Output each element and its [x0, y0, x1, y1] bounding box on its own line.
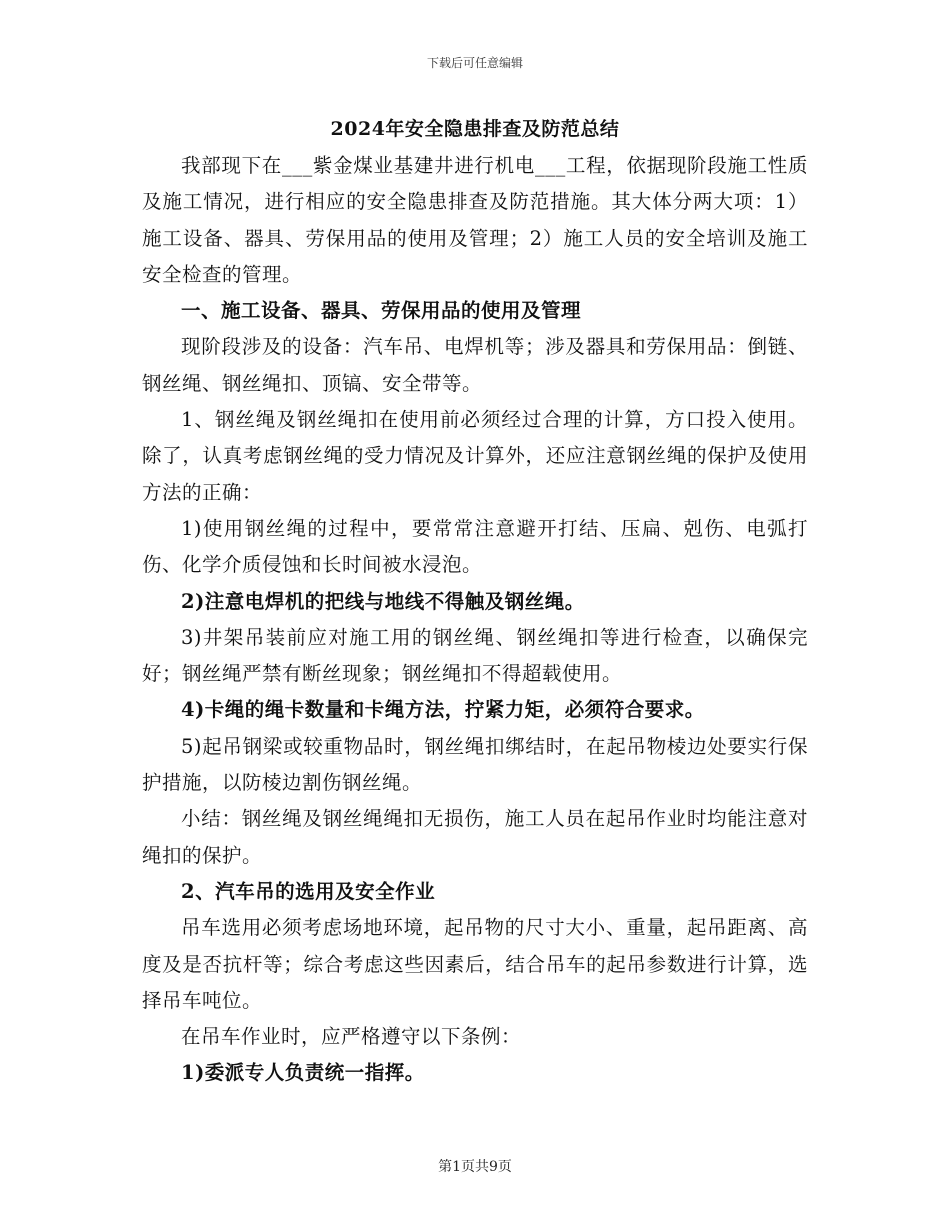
paragraph: 吊车选用必须考虑场地环境，起吊物的尺寸大小、重量，起吊距离、高度及是否抗杆等；综合考虑这些因素后，结合吊车的起吊参数进行计算，选择吊车吨位。	[142, 916, 808, 1012]
paragraph: 在吊车作业时，应严格遵守以下条例：	[181, 1025, 522, 1049]
list-item: 2)注意电焊机的把线与地线不得触及钢丝绳。	[181, 589, 585, 613]
list-item: 3)井架吊装前应对施工用的钢丝绳、钢丝绳扣等进行检查，以确保完好；钢丝绳严禁有断丝现象；钢丝绳扣不得超载使用。	[142, 625, 808, 686]
document-title: 2024年安全隐患排查及防范总结	[330, 118, 620, 140]
page-number: 第1页共9页	[438, 1159, 512, 1175]
paragraph: 1、钢丝绳及钢丝绳扣在使用前必须经过合理的计算，方口投入使用。除了，认真考虑钢丝绳的受力情况及计算外，还应注意钢丝绳的保护及使用方法的正确：	[142, 408, 808, 504]
paragraph-intro: 我部现下在___紫金煤业基建井进行机电___工程，依据现阶段施工性质及施工情况，进行相应的安全隐患排查及防范措施。其大体分两大项：1）施工设备、器具、劳保用品的使用及管理；2）施工人员的安全培训及施工安全检查的管理。	[142, 154, 808, 286]
list-item: 1)使用钢丝绳的过程中，要常常注意避开打结、压扁、剋伤、电弧打伤、化学介质侵蚀和长时间被水浸泡。	[142, 516, 808, 577]
header-note: 下载后可任意编辑	[426, 56, 523, 70]
list-item: 1)委派专人负责统一指挥。	[181, 1061, 425, 1085]
document-body	[142, 148, 808, 1092]
paragraph-summary: 小结：钢丝绳及钢丝绳绳扣无损伤，施工人员在起吊作业时均能注意对绳扣的保护。	[142, 807, 808, 867]
list-item: 5)起吊钢梁或较重物品时，钢丝绳扣绑结时，在起吊物棱边处要实行保护措施，以防棱边割伤钢丝绳。	[142, 734, 808, 795]
paragraph: 现阶段涉及的设备：汽车吊、电焊机等；涉及器具和劳保用品：倒链、钢丝绳、钢丝绳扣、顶镐、安全带等。	[142, 335, 808, 395]
list-item: 4)卡绳的绳卡数量和卡绳方法，拧紧力矩，必须符合要求。	[181, 698, 705, 722]
section-heading-2: 2、汽车吊的选用及安全作业	[181, 879, 436, 903]
section-heading-1: 一、施工设备、器具、劳保用品的使用及管理	[181, 299, 582, 323]
